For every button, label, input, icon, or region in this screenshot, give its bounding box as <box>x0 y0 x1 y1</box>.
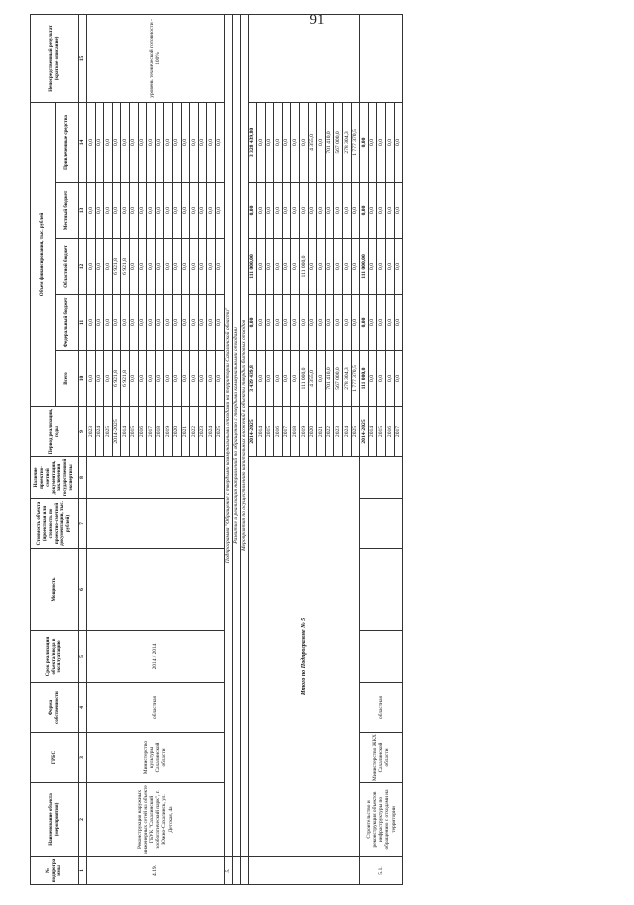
cell-year: 2020 <box>308 407 317 457</box>
cell-regional: 0,0 <box>207 239 216 295</box>
cell-regional: 0,0 <box>138 239 147 295</box>
cell-regional: 0,0 <box>386 239 395 295</box>
cell-local: 0,0 <box>138 183 147 239</box>
cell-total: 0,0 <box>317 351 326 407</box>
cell-regional: 0,0 <box>368 239 377 295</box>
column-number: 6 <box>79 549 87 631</box>
column-number: 8 <box>79 457 87 499</box>
cell-year: 2018 <box>155 407 164 457</box>
cell-total: 0,0 <box>394 351 403 407</box>
cell-regional: 0,0 <box>265 239 274 295</box>
cell-regional: 0,0 <box>95 239 104 295</box>
cell-total: 0,0 <box>155 351 164 407</box>
cell-federal: 0,0 <box>181 295 190 351</box>
cell-year: 2025 <box>215 407 224 457</box>
header-funding: Объем финансирования, тыс. рублей <box>31 102 56 406</box>
cell-federal: 0,0 <box>351 295 360 351</box>
cell-local: 0,0 <box>155 183 164 239</box>
cell-regional: 0,0 <box>190 239 199 295</box>
cell-year: 2015 <box>265 407 274 457</box>
cell-regional: 0,0 <box>308 239 317 295</box>
cell-attracted: 1 777 370,5 <box>351 102 360 182</box>
cell-year: 2017 <box>394 407 403 457</box>
cell-federal: 0,0 <box>343 295 352 351</box>
cell-year: 2021 <box>317 407 326 457</box>
cell-total: 0,0 <box>138 351 147 407</box>
cell-total: 0,0 <box>265 351 274 407</box>
cell-year: 2021 <box>181 407 190 457</box>
column-number-row <box>79 14 87 884</box>
cell-local: 0,0 <box>317 183 326 239</box>
cell-attracted: 0,00 <box>360 102 369 182</box>
cell-federal: 0,0 <box>257 295 266 351</box>
section5-subprogram-title: Подпрограмма "Обращение с твердыми коммунальными отходами на территории Сахалинской области" <box>224 14 232 856</box>
item-51-grbs: Министерство ЖКХ Сахалинской области <box>360 733 403 783</box>
item-419-cost <box>87 499 225 549</box>
cell-total: 0,0 <box>164 351 173 407</box>
cell-local: 0,0 <box>334 183 343 239</box>
cell-attracted: 0,0 <box>190 102 199 182</box>
cell-regional: 0,0 <box>257 239 266 295</box>
cell-regional: 0,0 <box>129 239 138 295</box>
item-51-name: Строительство и реконструкция объектов инфраструктуры по обращению с отходами на территории <box>360 783 403 857</box>
header-result: Непосредственный результат (краткое описание) <box>31 14 79 102</box>
cell-total: 0,0 <box>274 351 283 407</box>
cell-local: 0,0 <box>377 183 386 239</box>
cell-local: 0,00 <box>248 183 257 239</box>
cell-total: 111 000,0 <box>360 351 369 407</box>
cell-local: 0,0 <box>351 183 360 239</box>
cell-local: 0,0 <box>121 183 130 239</box>
cell-year: 2014 <box>368 407 377 457</box>
cell-total: 0,0 <box>190 351 199 407</box>
cell-year: 2019 <box>300 407 309 457</box>
cell-attracted: 0,0 <box>147 102 156 182</box>
header-no: № подпрограммы <box>31 857 79 885</box>
cell-local: 0,0 <box>190 183 199 239</box>
column-number: 3 <box>79 733 87 783</box>
section5-activities-title: Мероприятия по осуществлению капитальных вложений в объекты твердых бытовых отходов <box>240 14 248 856</box>
table-row <box>360 14 369 884</box>
cell-local: 0,0 <box>172 183 181 239</box>
cell-attracted: 0,0 <box>207 102 216 182</box>
cell-regional: 0,0 <box>164 239 173 295</box>
item-51-capacity <box>360 549 403 631</box>
cell-year: 2020 <box>172 407 181 457</box>
cell-total: 0,0 <box>147 351 156 407</box>
item-51-ownership: областная <box>360 683 403 733</box>
cell-regional: 0,0 <box>377 239 386 295</box>
header-regional: Областной бюджет <box>56 239 79 295</box>
cell-year: 2016 <box>138 407 147 457</box>
cell-federal: 0,0 <box>300 295 309 351</box>
cell-federal: 0,0 <box>190 295 199 351</box>
cell-local: 0,0 <box>147 183 156 239</box>
cell-year: 2024 <box>95 407 104 457</box>
cell-federal: 0,0 <box>317 295 326 351</box>
cell-local: 0,0 <box>207 183 216 239</box>
cell-regional: 0,0 <box>215 239 224 295</box>
cell-attracted: 0,0 <box>386 102 395 182</box>
cell-local: 0,0 <box>386 183 395 239</box>
cell-federal: 0,0 <box>164 295 173 351</box>
cell-attracted: 0,0 <box>394 102 403 182</box>
column-number: 2 <box>79 783 87 857</box>
item-419-capacity <box>87 549 225 631</box>
item-51-psd <box>360 457 403 499</box>
cell-regional: 0,0 <box>198 239 207 295</box>
cell-local: 0,0 <box>325 183 334 239</box>
cell-local: 0,0 <box>274 183 283 239</box>
cell-total: 0,0 <box>368 351 377 407</box>
cell-local: 0,0 <box>164 183 173 239</box>
cell-year: 2018 <box>291 407 300 457</box>
header-ownership: Форма собственности <box>31 683 79 733</box>
cell-federal: 0,0 <box>325 295 334 351</box>
cell-year: 2015 <box>129 407 138 457</box>
cell-local: 0,0 <box>112 183 121 239</box>
cell-total: 1 777 370,5 <box>351 351 360 407</box>
column-number: 9 <box>79 407 87 457</box>
cell-total: 6 921,8 <box>121 351 130 407</box>
cell-attracted: 4 355,0 <box>308 102 317 182</box>
cell-total: 111 000,0 <box>300 351 309 407</box>
cell-regional: 0,0 <box>343 239 352 295</box>
cell-federal: 0,0 <box>265 295 274 351</box>
cell-regional: 6 921,8 <box>112 239 121 295</box>
cell-regional: 0,0 <box>147 239 156 295</box>
cell-attracted: 0,0 <box>104 102 113 182</box>
item-419-name: Реконструкция наружных инженерных сетей на объекте ГБУК "Сахалинский зообогатический парк", г. Южно-Сахалинск, ул. Детская, 4а <box>87 783 225 857</box>
cell-regional: 0,0 <box>325 239 334 295</box>
table-body <box>87 14 403 884</box>
header-cost: Стоимость объекта (проектная или стоимость по проектно-сметной документации, тыс. рублей) <box>31 499 79 549</box>
section5-development-title: Развитие и реализация направлений по обращению с твердыми коммунальными отходами <box>232 14 240 856</box>
header-row <box>31 14 56 884</box>
cell-local: 0,0 <box>265 183 274 239</box>
column-number: 13 <box>79 183 87 239</box>
cell-local: 0,0 <box>282 183 291 239</box>
row-section5-activities <box>240 14 248 884</box>
item-419-psd <box>87 457 225 499</box>
cell-regional: 111 000,00 <box>248 239 257 295</box>
header-local: Местный бюджет <box>56 183 79 239</box>
column-number: 7 <box>79 499 87 549</box>
cell-total: 0,0 <box>207 351 216 407</box>
cell-local: 0,0 <box>343 183 352 239</box>
cell-total: 0,0 <box>282 351 291 407</box>
cell-federal: 0,00 <box>248 295 257 351</box>
cell-federal: 0,0 <box>334 295 343 351</box>
cell-year: 2023 <box>198 407 207 457</box>
cell-attracted: 0,0 <box>121 102 130 182</box>
cell-year: 2024 <box>343 407 352 457</box>
cell-federal: 0,0 <box>308 295 317 351</box>
cell-local: 0,0 <box>129 183 138 239</box>
header-federal: Федеральный бюджет <box>56 295 79 351</box>
cell-local: 0,0 <box>368 183 377 239</box>
cell-year: 2023 <box>87 407 96 457</box>
cell-year: 2014-2025 <box>112 407 121 457</box>
cell-year: 2014-2025 <box>360 407 369 457</box>
cell-federal: 0,0 <box>155 295 164 351</box>
cell-attracted: 0,0 <box>257 102 266 182</box>
header-name: Наименование объекта (мероприятия) <box>31 783 79 857</box>
cell-local: 0,0 <box>291 183 300 239</box>
capital-investment-table <box>30 14 403 885</box>
cell-attracted: 0,0 <box>129 102 138 182</box>
cell-local: 0,0 <box>181 183 190 239</box>
cell-federal: 0,0 <box>207 295 216 351</box>
cell-attracted: 0,0 <box>155 102 164 182</box>
cell-federal: 0,0 <box>282 295 291 351</box>
cell-regional: 0,0 <box>291 239 300 295</box>
column-number: 10 <box>79 351 87 407</box>
cell-attracted: 0,0 <box>112 102 121 182</box>
cell-local: 0,0 <box>95 183 104 239</box>
cell-federal: 0,0 <box>87 295 96 351</box>
cell-attracted: 0,0 <box>265 102 274 182</box>
cell-regional: 0,0 <box>282 239 291 295</box>
cell-local: 0,0 <box>215 183 224 239</box>
item-51-result <box>360 14 403 102</box>
header-total: Всего <box>56 351 79 407</box>
cell-year: 2022 <box>325 407 334 457</box>
cell-regional: 0,0 <box>317 239 326 295</box>
cell-year: 2016 <box>386 407 395 457</box>
cell-attracted: 0,0 <box>368 102 377 182</box>
cell-regional: 111 000,0 <box>300 239 309 295</box>
cell-total: 0,0 <box>104 351 113 407</box>
cell-total: 701 410,0 <box>325 351 334 407</box>
table-row <box>248 14 257 884</box>
cell-local: 0,00 <box>360 183 369 239</box>
item-419-term: 2014 / 2014 <box>87 631 225 683</box>
cell-total: 0,0 <box>291 351 300 407</box>
header-grbs: ГРБС <box>31 733 79 783</box>
cell-local: 0,0 <box>257 183 266 239</box>
item-419-result: уровень технической готовности - 100% <box>87 14 225 102</box>
cell-federal: 0,0 <box>368 295 377 351</box>
cell-federal: 0,0 <box>274 295 283 351</box>
cell-year: 2014 <box>121 407 130 457</box>
cell-federal: 0,0 <box>95 295 104 351</box>
cell-year: 2017 <box>147 407 156 457</box>
cell-federal: 0,0 <box>291 295 300 351</box>
cell-federal: 0,0 <box>129 295 138 351</box>
cell-regional: 0,0 <box>274 239 283 295</box>
cell-total: 3 439 439,8 <box>248 351 257 407</box>
header-capacity: Мощность <box>31 549 79 631</box>
cell-regional: 0,0 <box>181 239 190 295</box>
cell-federal: 0,0 <box>394 295 403 351</box>
cell-total: 0,0 <box>377 351 386 407</box>
header-period: Период реализации, годы <box>31 407 79 457</box>
cell-regional: 0,0 <box>394 239 403 295</box>
cell-year: 2023 <box>334 407 343 457</box>
cell-federal: 0,00 <box>360 295 369 351</box>
cell-attracted: 0,0 <box>181 102 190 182</box>
item-51-cost <box>360 499 403 549</box>
item-51-number: 5.1. <box>360 857 403 885</box>
header-attracted: Привлеченные средства <box>56 102 79 182</box>
column-number: 4 <box>79 683 87 733</box>
cell-year: 2024 <box>207 407 216 457</box>
cell-federal: 0,0 <box>138 295 147 351</box>
cell-attracted: 3 328 439,80 <box>248 102 257 182</box>
item-51-term <box>360 631 403 683</box>
cell-attracted: 701 410,0 <box>325 102 334 182</box>
cell-year: 2022 <box>190 407 199 457</box>
cell-federal: 0,0 <box>386 295 395 351</box>
column-number: 5 <box>79 631 87 683</box>
page-number: 91 <box>309 12 325 28</box>
cell-federal: 0,0 <box>121 295 130 351</box>
cell-attracted: 0,0 <box>377 102 386 182</box>
cell-federal: 0,0 <box>215 295 224 351</box>
total5-no <box>248 857 360 885</box>
cell-year: 2025 <box>104 407 113 457</box>
cell-federal: 0,0 <box>147 295 156 351</box>
cell-federal: 0,0 <box>377 295 386 351</box>
cell-federal: 0,0 <box>112 295 121 351</box>
cell-local: 0,0 <box>198 183 207 239</box>
item-419-ownership: областная <box>87 683 225 733</box>
cell-year: 2016 <box>274 407 283 457</box>
cell-total: 0,0 <box>198 351 207 407</box>
item-419-number: 4.19. <box>87 857 225 885</box>
cell-year: 2019 <box>164 407 173 457</box>
cell-regional: 0,0 <box>104 239 113 295</box>
item-419-grbs: Министерство культуры Сахалинской области <box>87 733 225 783</box>
cell-total: 0,0 <box>95 351 104 407</box>
section5-number: 5. <box>224 857 232 885</box>
cell-attracted: 0,0 <box>215 102 224 182</box>
cell-local: 0,0 <box>87 183 96 239</box>
column-number: 11 <box>79 295 87 351</box>
table-row <box>87 14 96 884</box>
cell-year: 2014 <box>257 407 266 457</box>
total5-label: Итого по Подпрограмме № 5 <box>248 457 360 857</box>
row-section5-subprogram <box>224 14 232 884</box>
cell-total: 567 000,0 <box>334 351 343 407</box>
cell-attracted: 0,0 <box>282 102 291 182</box>
cell-local: 0,0 <box>300 183 309 239</box>
cell-total: 0,0 <box>172 351 181 407</box>
cell-regional: 0,0 <box>87 239 96 295</box>
cell-total: 0,0 <box>129 351 138 407</box>
cell-attracted: 0,0 <box>138 102 147 182</box>
cell-attracted: 0,0 <box>274 102 283 182</box>
cell-total: 6 921,8 <box>112 351 121 407</box>
cell-total: 4 355,0 <box>308 351 317 407</box>
cell-total: 0,0 <box>181 351 190 407</box>
column-number: 12 <box>79 239 87 295</box>
cell-total: 0,0 <box>257 351 266 407</box>
cell-local: 0,0 <box>394 183 403 239</box>
cell-regional: 0,0 <box>334 239 343 295</box>
cell-attracted: 0,0 <box>172 102 181 182</box>
total5-result <box>248 14 360 102</box>
cell-year: 2017 <box>282 407 291 457</box>
cell-total: 0,0 <box>215 351 224 407</box>
cell-local: 0,0 <box>308 183 317 239</box>
cell-federal: 0,0 <box>198 295 207 351</box>
cell-attracted: 567 000,0 <box>334 102 343 182</box>
cell-total: 278 304,3 <box>343 351 352 407</box>
cell-attracted: 0,0 <box>291 102 300 182</box>
row-section5-development <box>232 14 240 884</box>
cell-attracted: 278 304,3 <box>343 102 352 182</box>
cell-regional: 111 000,00 <box>360 239 369 295</box>
cell-attracted: 0,0 <box>300 102 309 182</box>
cell-year: 2015 <box>377 407 386 457</box>
cell-total: 0,0 <box>87 351 96 407</box>
cell-attracted: 0,0 <box>87 102 96 182</box>
header-psd: Наличие проектно-сметной документации, заключения государственной экспертизы <box>31 457 79 499</box>
column-number: 1 <box>79 857 87 885</box>
cell-total: 0,0 <box>386 351 395 407</box>
cell-attracted: 0,0 <box>317 102 326 182</box>
cell-local: 0,0 <box>104 183 113 239</box>
cell-year: 2025 <box>351 407 360 457</box>
cell-year: 2014-2025 <box>248 407 257 457</box>
header-term: Срок реализации объекта/ввода в эксплуатацию <box>31 631 79 683</box>
cell-federal: 0,0 <box>104 295 113 351</box>
cell-regional: 0,0 <box>172 239 181 295</box>
cell-regional: 0,0 <box>351 239 360 295</box>
cell-regional: 0,0 <box>155 239 164 295</box>
cell-attracted: 0,0 <box>164 102 173 182</box>
column-number: 15 <box>79 14 87 102</box>
cell-attracted: 0,0 <box>198 102 207 182</box>
cell-attracted: 0,0 <box>95 102 104 182</box>
cell-regional: 6 921,8 <box>121 239 130 295</box>
cell-federal: 0,0 <box>172 295 181 351</box>
column-number: 14 <box>79 102 87 182</box>
